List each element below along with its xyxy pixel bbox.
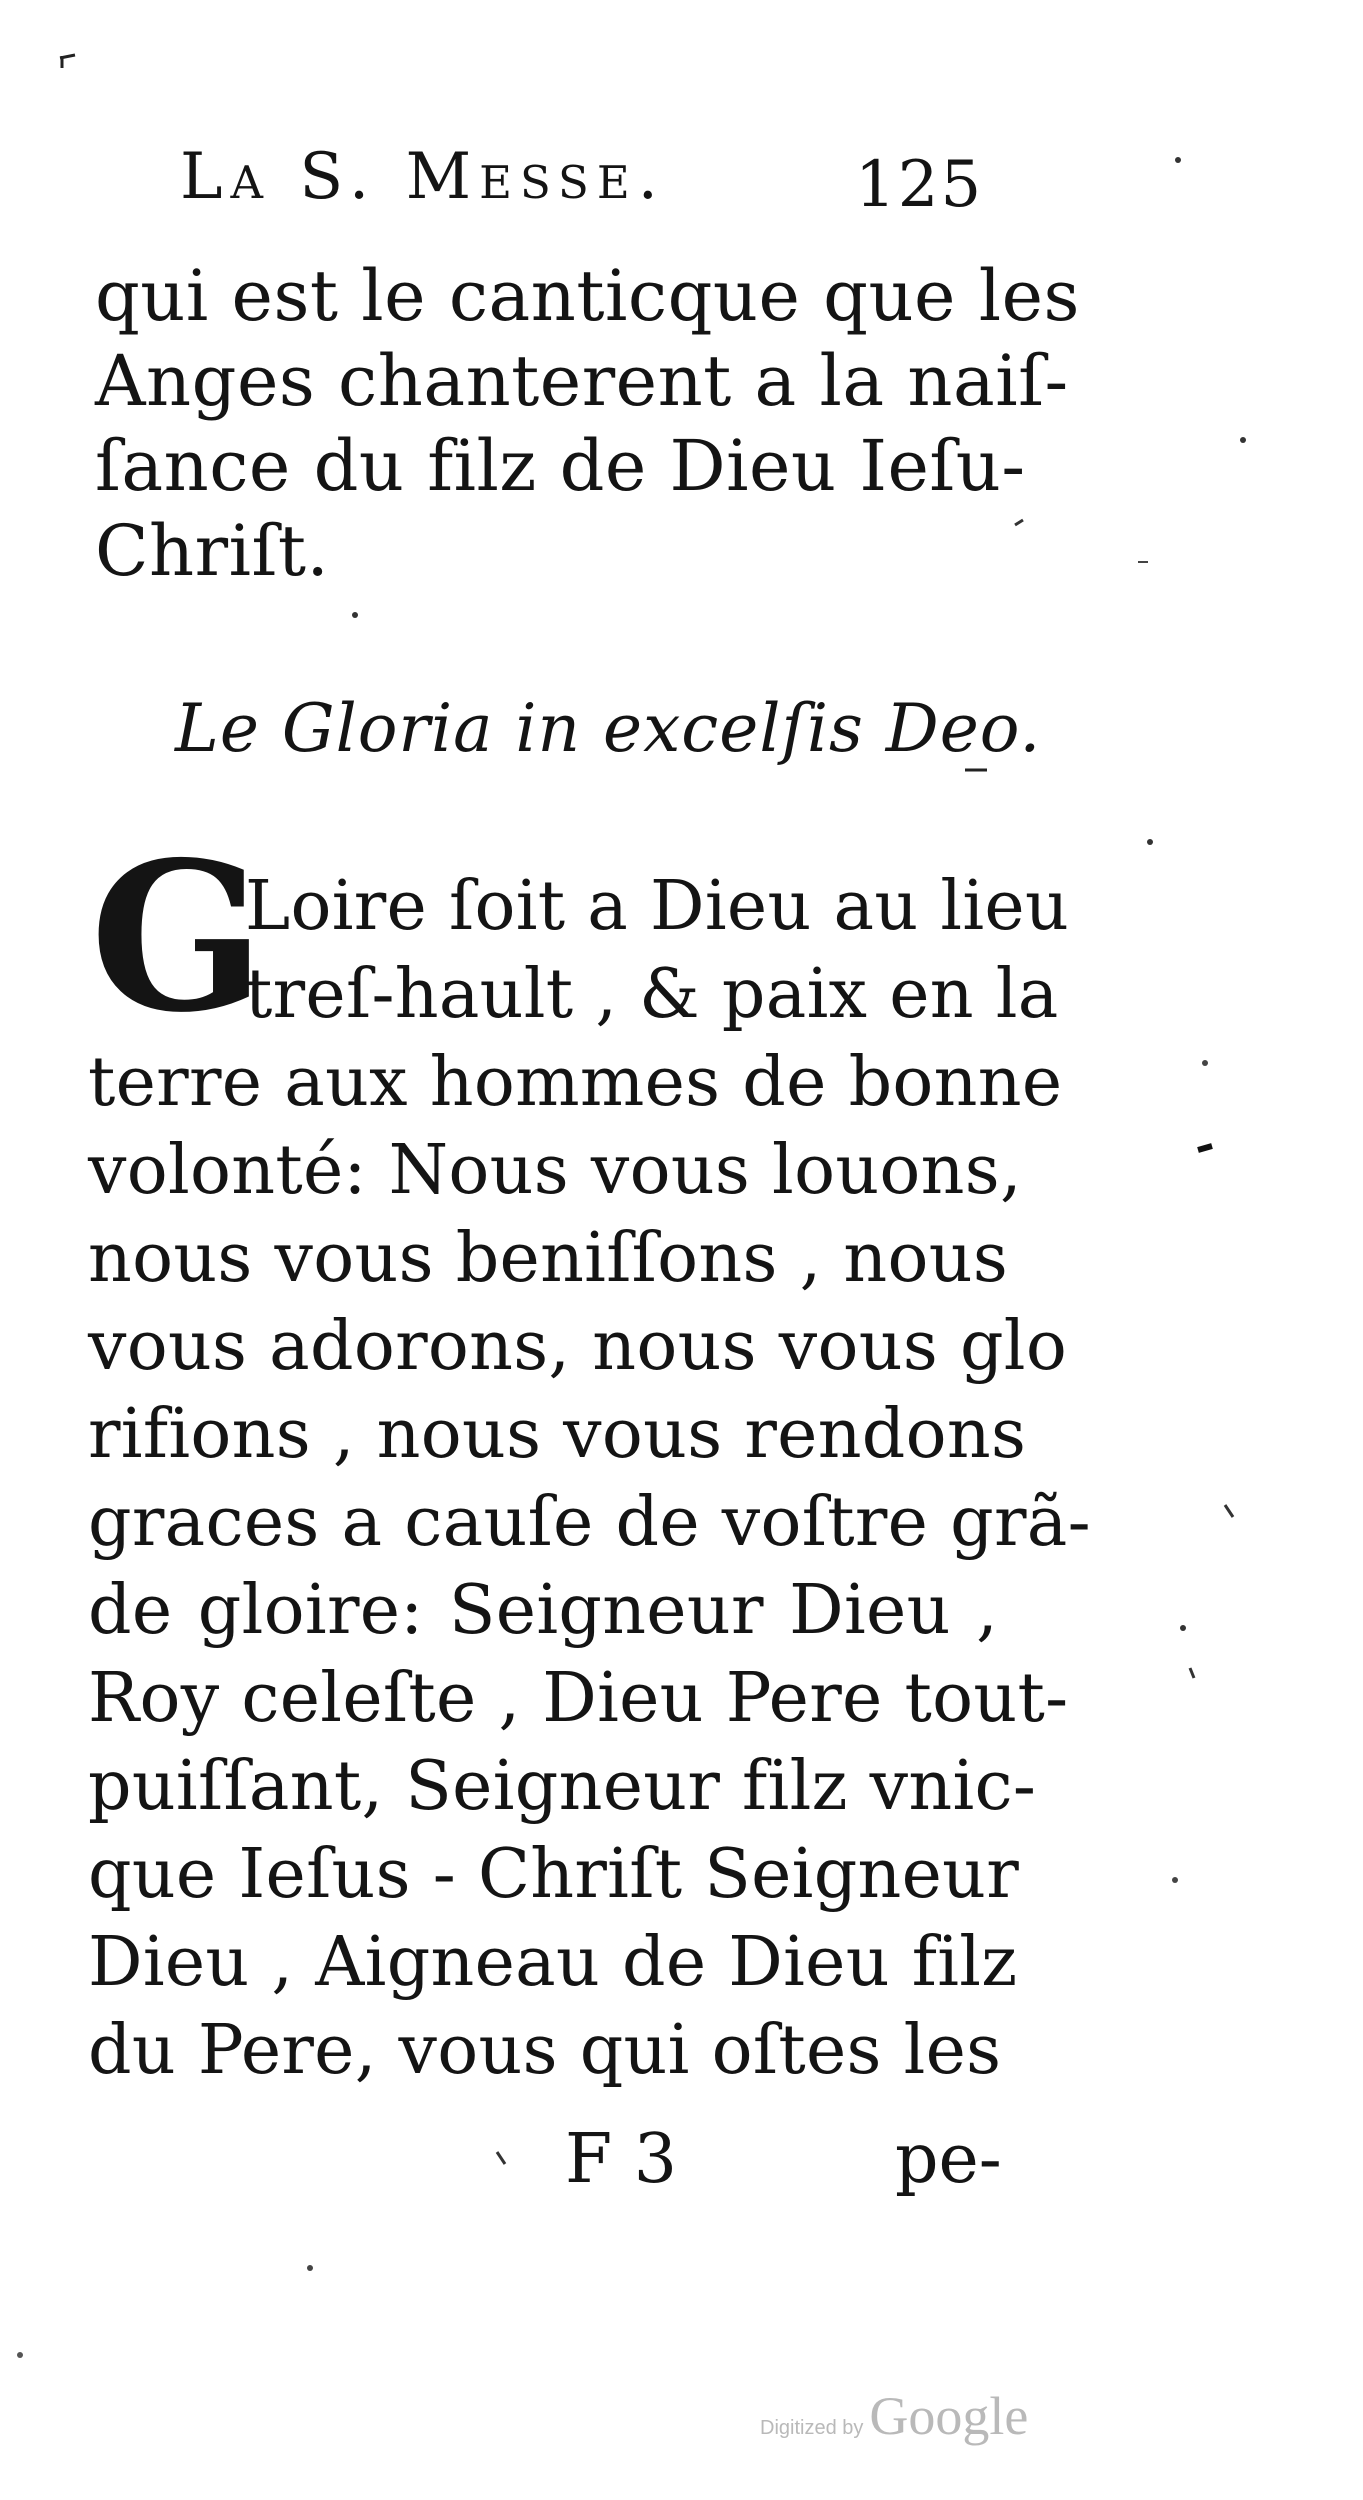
body-line: volonté: Nous vous louons, bbox=[88, 1131, 1022, 1210]
running-title: La S. Messe. bbox=[180, 140, 667, 214]
intro-line: qui est le canticque que les bbox=[95, 255, 1080, 337]
ink-speck bbox=[1240, 437, 1246, 443]
drop-cap: G bbox=[90, 818, 266, 1058]
body-line: vous adorons, nous vous glo bbox=[88, 1307, 1068, 1386]
section-title: Le Gloria in excelſis Deo. bbox=[175, 690, 1042, 767]
intro-line: ſance du filz de Dieu Ieſu- bbox=[95, 425, 1026, 507]
ink-speck bbox=[497, 2152, 505, 2164]
ink-speck bbox=[1225, 1505, 1233, 1517]
body-line: Dieu , Aigneau de Dieu filz bbox=[88, 1923, 1018, 2002]
body-line: graces a cauſe de voſtre grã- bbox=[88, 1483, 1091, 1562]
signature-mark: F 3 bbox=[565, 2120, 678, 2199]
ink-speck bbox=[1198, 1146, 1212, 1150]
ink-speck bbox=[1175, 157, 1181, 163]
intro-line: Chriſt. bbox=[95, 510, 330, 592]
google-watermark bbox=[760, 2385, 1028, 2447]
ink-speck bbox=[1147, 839, 1153, 845]
body-line: Roy celeſte , Dieu Pere tout- bbox=[88, 1659, 1069, 1738]
intro-line: Anges chanterent a la naiſ- bbox=[95, 340, 1069, 422]
body-line: rifions , nous vous rendons bbox=[88, 1395, 1027, 1474]
google-logo: Google bbox=[869, 2386, 1029, 2446]
ink-speck bbox=[1180, 1625, 1186, 1631]
body-line: du Pere, vous qui oſtes les bbox=[88, 2011, 1002, 2090]
ink-speck bbox=[17, 2352, 23, 2358]
body-line: de gloire: Seigneur Dieu , bbox=[88, 1571, 998, 1650]
body-line: puiſſant, Seigneur filz vnic- bbox=[88, 1747, 1037, 1826]
body-line: Loire ſoit a Dieu au lieu bbox=[245, 867, 1070, 946]
ink-speck bbox=[1190, 1668, 1194, 1678]
ink-speck bbox=[1202, 1060, 1208, 1066]
body-line: terre aux hommes de bonne bbox=[88, 1043, 1063, 1122]
body-line: treſ-hault , & paix en la bbox=[245, 955, 1059, 1034]
body-line: nous vous beniſſons , nous bbox=[88, 1219, 1009, 1298]
ink-speck bbox=[1015, 520, 1023, 525]
ink-speck bbox=[352, 612, 358, 618]
body-line: que Ieſus - Chriſt Seigneur bbox=[88, 1835, 1020, 1914]
watermark-prefix: Digitized by bbox=[760, 2417, 864, 2439]
page-number: 125 bbox=[855, 148, 984, 222]
corner-mark bbox=[60, 55, 75, 68]
catchword: pe- bbox=[895, 2120, 1002, 2199]
ink-speck bbox=[1172, 1877, 1178, 1883]
ink-speck bbox=[307, 2265, 313, 2271]
